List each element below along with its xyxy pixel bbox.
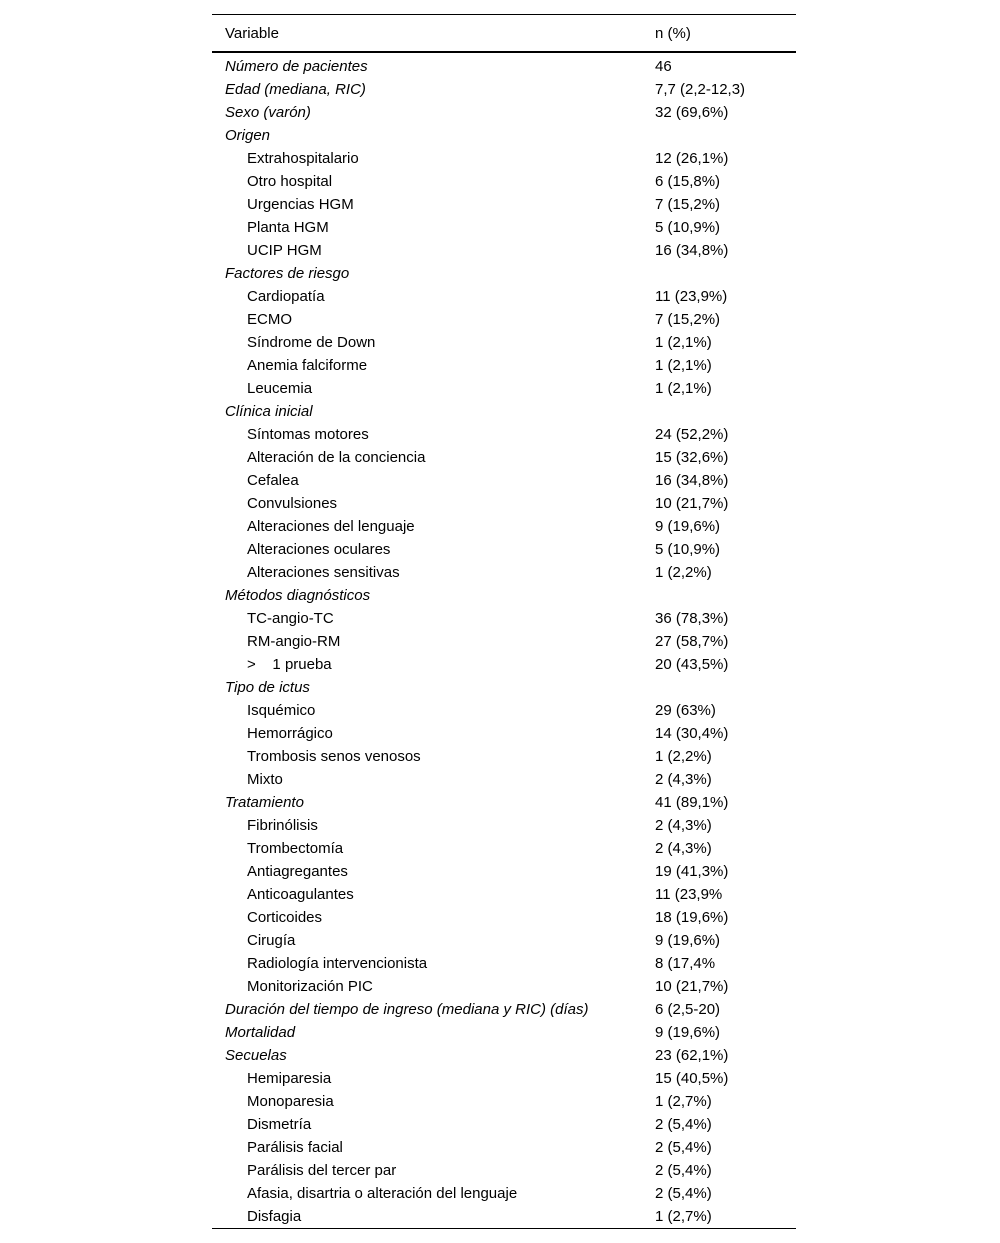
table-row — [212, 561, 796, 584]
row-label: Factores de riesgo — [225, 265, 350, 282]
row-value: 12 (26,1%) — [655, 150, 729, 167]
table-row — [212, 377, 796, 400]
row-value: 29 (63%) — [655, 702, 716, 719]
row-label: Anticoagulantes — [247, 886, 354, 903]
row-label: Corticoides — [247, 909, 323, 926]
table-row — [212, 607, 796, 630]
table-row — [212, 262, 796, 285]
table-row — [212, 975, 796, 998]
table-row — [212, 929, 796, 952]
table-row — [212, 883, 796, 906]
table-body — [212, 53, 796, 1228]
row-label: ECMO — [247, 311, 292, 328]
table-row — [212, 699, 796, 722]
table-header-row — [212, 15, 796, 51]
row-label: Monoparesia — [247, 1093, 334, 1110]
row-value: 2 (5,4%) — [655, 1185, 712, 1202]
row-value: 2 (4,3%) — [655, 817, 712, 834]
clinical-variables-table — [212, 14, 796, 1229]
row-value: 6 (15,8%) — [655, 173, 721, 190]
row-label: Fibrinólisis — [247, 817, 318, 834]
table-row — [212, 170, 796, 193]
row-label: Alteraciones oculares — [247, 541, 391, 558]
row-label: Leucemia — [247, 380, 313, 397]
column-header-n-percent: n (%) — [655, 24, 691, 42]
row-value: 16 (34,8%) — [655, 472, 729, 489]
table-row — [212, 538, 796, 561]
table-row — [212, 1182, 796, 1205]
row-label: Cefalea — [247, 472, 299, 489]
table-row — [212, 1067, 796, 1090]
row-label: > 1 prueba — [247, 656, 332, 673]
row-value: 16 (34,8%) — [655, 242, 729, 259]
row-label: Alteraciones del lenguaje — [247, 518, 415, 535]
row-value: 46 — [655, 58, 672, 75]
row-label: TC-angio-TC — [247, 610, 334, 627]
row-value: 2 (5,4%) — [655, 1162, 712, 1179]
table-row — [212, 147, 796, 170]
table-row — [212, 239, 796, 262]
table-bottom-rule — [212, 1228, 796, 1229]
row-value: 8 (17,4% — [655, 955, 716, 972]
table-row — [212, 745, 796, 768]
row-label: Duración del tiempo de ingreso (mediana y RIC) (días) — [225, 1001, 589, 1018]
row-label: Clínica inicial — [225, 403, 313, 420]
row-value: 15 (40,5%) — [655, 1070, 729, 1087]
row-value: 36 (78,3%) — [655, 610, 729, 627]
row-value: 5 (10,9%) — [655, 541, 721, 558]
row-label: Mixto — [247, 771, 283, 788]
table-row — [212, 423, 796, 446]
row-label: RM-angio-RM — [247, 633, 341, 650]
table-row — [212, 1044, 796, 1067]
row-value: 27 (58,7%) — [655, 633, 729, 650]
row-label: Urgencias HGM — [247, 196, 354, 213]
row-value: 2 (4,3%) — [655, 840, 712, 857]
row-value: 7 (15,2%) — [655, 196, 721, 213]
row-label: Cardiopatía — [247, 288, 325, 305]
table-row — [212, 1090, 796, 1113]
table-row — [212, 78, 796, 101]
row-label: Alteración de la conciencia — [247, 449, 426, 466]
row-label: Dismetría — [247, 1116, 312, 1133]
row-value: 1 (2,1%) — [655, 380, 712, 397]
row-value: 1 (2,7%) — [655, 1208, 712, 1225]
row-value: 1 (2,2%) — [655, 564, 712, 581]
row-value: 41 (89,1%) — [655, 794, 729, 811]
row-label: Síndrome de Down — [247, 334, 376, 351]
table-row — [212, 193, 796, 216]
table-row — [212, 630, 796, 653]
table-row — [212, 837, 796, 860]
table-row — [212, 1136, 796, 1159]
table-row — [212, 469, 796, 492]
table-row — [212, 860, 796, 883]
row-value: 10 (21,7%) — [655, 495, 729, 512]
table-row — [212, 124, 796, 147]
table-row — [212, 354, 796, 377]
row-label: Tipo de ictus — [225, 679, 310, 696]
row-label: Cirugía — [247, 932, 296, 949]
row-value: 7,7 (2,2-12,3) — [655, 81, 746, 98]
row-label: Parálisis del tercer par — [247, 1162, 397, 1179]
row-label: Sexo (varón) — [225, 104, 311, 121]
table-row — [212, 768, 796, 791]
row-label: Disfagia — [247, 1208, 302, 1225]
row-label: Isquémico — [247, 702, 316, 719]
row-label: Síntomas motores — [247, 426, 369, 443]
row-value: 2 (4,3%) — [655, 771, 712, 788]
table-row — [212, 285, 796, 308]
row-value: 32 (69,6%) — [655, 104, 729, 121]
table-row — [212, 446, 796, 469]
table-row — [212, 676, 796, 699]
row-value: 18 (19,6%) — [655, 909, 729, 926]
row-value: 20 (43,5%) — [655, 656, 729, 673]
table-row — [212, 1159, 796, 1182]
row-label: Edad (mediana, RIC) — [225, 81, 366, 98]
row-label: Hemiparesia — [247, 1070, 332, 1087]
table-row — [212, 998, 796, 1021]
row-value: 19 (41,3%) — [655, 863, 729, 880]
table-row — [212, 492, 796, 515]
row-value: 1 (2,7%) — [655, 1093, 712, 1110]
table-row — [212, 216, 796, 239]
table-row — [212, 101, 796, 124]
row-label: Tratamiento — [225, 794, 304, 811]
row-value: 14 (30,4%) — [655, 725, 729, 742]
row-value: 7 (15,2%) — [655, 311, 721, 328]
row-value: 1 (2,1%) — [655, 357, 712, 374]
row-value: 9 (19,6%) — [655, 518, 721, 535]
row-value: 1 (2,1%) — [655, 334, 712, 351]
row-value: 23 (62,1%) — [655, 1047, 729, 1064]
table-row — [212, 722, 796, 745]
row-value: 1 (2,2%) — [655, 748, 712, 765]
table-row — [212, 515, 796, 538]
row-label: Radiología intervencionista — [247, 955, 428, 972]
row-label: Trombosis senos venosos — [247, 748, 421, 765]
row-label: Extrahospitalario — [247, 150, 359, 167]
column-header-variable: Variable — [225, 24, 279, 42]
row-label: Monitorización PIC — [247, 978, 373, 995]
table-row — [212, 1205, 796, 1228]
row-label: Convulsiones — [247, 495, 338, 512]
row-label: Hemorrágico — [247, 725, 333, 742]
table-row — [212, 400, 796, 423]
row-label: Origen — [225, 127, 271, 144]
row-value: 11 (23,9% — [655, 886, 723, 903]
row-label: Planta HGM — [247, 219, 329, 236]
row-label: UCIP HGM — [247, 242, 322, 259]
row-value: 9 (19,6%) — [655, 1024, 721, 1041]
row-label: Afasia, disartria o alteración del lenguaje — [247, 1185, 518, 1202]
table-row — [212, 952, 796, 975]
row-label: Otro hospital — [247, 173, 333, 190]
row-label: Parálisis facial — [247, 1139, 343, 1156]
row-label: Secuelas — [225, 1047, 287, 1064]
row-value: 11 (23,9%) — [655, 288, 728, 305]
table-row — [212, 1021, 796, 1044]
row-label: Antiagregantes — [247, 863, 348, 880]
row-value: 5 (10,9%) — [655, 219, 721, 236]
row-value: 2 (5,4%) — [655, 1139, 712, 1156]
row-label: Alteraciones sensitivas — [247, 564, 400, 581]
row-value: 6 (2,5-20) — [655, 1001, 721, 1018]
table-row — [212, 331, 796, 354]
row-value: 10 (21,7%) — [655, 978, 729, 995]
row-value: 9 (19,6%) — [655, 932, 721, 949]
table-row — [212, 308, 796, 331]
table-row — [212, 584, 796, 607]
table-row — [212, 55, 796, 78]
row-value: 2 (5,4%) — [655, 1116, 712, 1133]
row-label: Anemia falciforme — [247, 357, 368, 374]
row-value: 15 (32,6%) — [655, 449, 729, 466]
row-label: Número de pacientes — [225, 58, 368, 75]
table-row — [212, 791, 796, 814]
table-row — [212, 814, 796, 837]
row-label: Trombectomía — [247, 840, 344, 857]
row-value: 24 (52,2%) — [655, 426, 729, 443]
table-row — [212, 653, 796, 676]
row-label: Mortalidad — [225, 1024, 296, 1041]
row-label: Métodos diagnósticos — [225, 587, 371, 604]
table-row — [212, 906, 796, 929]
table-row — [212, 1113, 796, 1136]
